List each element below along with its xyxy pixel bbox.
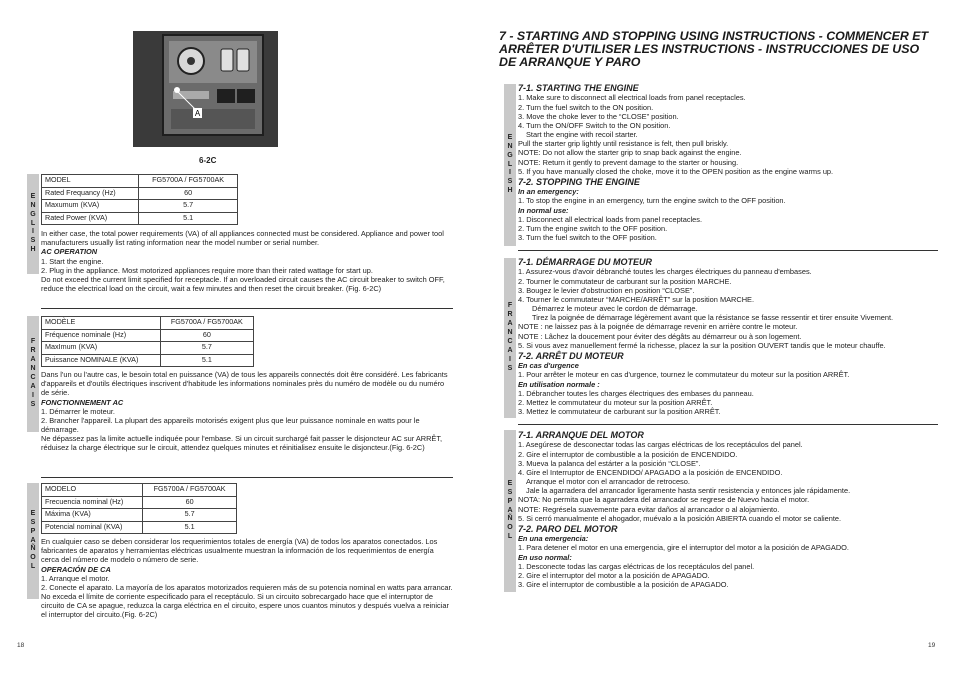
tab-francais: F R A N C A I S	[27, 316, 39, 432]
paragraph: No exceda el límite de corriente especificado para el receptáculo. Si un circuito sobrecargado hace que el interruptor de circuito de CA se apague, reduzca la carga eléctrica en el circuito, espere unos cuantos minutos y después vuelva a reiniciar el interruptor del circuito.(Fig. 6-2C)	[41, 592, 449, 620]
subheading: AC OPERATION	[41, 247, 98, 257]
list-item: 2. Gire el interruptor de combustible a la posición de ENCENDIDO.	[518, 449, 738, 459]
callout-a: A	[194, 109, 201, 118]
tab-english-right: E N G L I S H	[504, 84, 516, 246]
list-item: 3. Move the choke lever to the “CLOSE” position.	[518, 111, 679, 121]
english-instructions	[518, 82, 938, 242]
tab-espanol-right: E S P A Ñ O L	[504, 430, 516, 592]
table-row: Puissance NOMINALE (KVA) 5.1	[42, 354, 254, 367]
paragraph: In either case, the total power requirements (VA) of all appliances connected must be considered. Appliance and power tool manufacturers usually list rating information near the model number or serial number.	[41, 229, 444, 248]
divider	[518, 250, 938, 251]
spec-table-espanol	[41, 483, 237, 534]
table-row: Frecuencia nominal (Hz) 60	[42, 496, 237, 509]
table-row: MaxImum (KVA) 5.7	[42, 342, 254, 355]
section-heading: 7-1. DÉMARRAGE DU MOTEUR	[518, 257, 653, 267]
list-item: 5. Si vous avez manuellement fermé la richesse, placez la sur la position OUVERT tandis que le moteur chauffe.	[518, 340, 886, 350]
list-item: 2. Brancher l'appareil. La plupart des appareils motorisés exigent plus que leur puissance nominale en watts pour le démarrage.	[41, 415, 420, 435]
page-number-left: 18	[17, 642, 25, 649]
list-item: 3. Mettez le commutateur de carburant sur la position ARRÊT.	[518, 407, 721, 417]
table-row: Fréquence nominale (Hz) 60	[42, 329, 254, 342]
list-item: 1. Para detener el motor en una emergencia, gire el interruptor del motor a la posición de APAGADO.	[518, 543, 849, 553]
section-heading: 7-2. PARO DEL MOTOR	[518, 523, 618, 534]
list-item: 2. Conecte el aparato. La mayoría de los aparatos motorizados requieren más de su potencia nominal en watts para arrancar.	[41, 582, 453, 592]
page-number-right: 19	[928, 642, 936, 649]
list-item: 2. Tourner le commutateur de carburant sur la position MARCHE.	[518, 276, 732, 286]
list-item: 1. Start the engine.	[41, 256, 104, 266]
list-item: 3. Gire el interruptor de combustible a la posición de APAGADO.	[518, 580, 729, 590]
note: NOTE : Lâchez la doucement pour éviter des dégâts au démarreur ou à son logement.	[518, 331, 802, 341]
page-title: 7 - STARTING AND STOPPING USING INSTRUCTIONS - COMMENCER ET ARRÊTER D'UTILISER LES INSTRUCTIONS - INSTRUCCIONES DE USO DE ARRANQUE Y PARO	[499, 29, 929, 69]
spec-table-english	[41, 174, 238, 225]
list-item: 1. Asegúrese de desconectar todas las cargas eléctricas de los receptáculos del panel.	[518, 440, 803, 450]
subheading: En uso normal:	[518, 552, 572, 562]
list-item: 1. To stop the engine in an emergency, turn the engine switch to the OFF position.	[518, 196, 786, 206]
list-item: 1. Assurez-vous d'avoir débranché toutes les charges électriques du panneau d'embases.	[518, 267, 812, 277]
english-body	[41, 229, 453, 293]
note: NOTE: Return it gently to prevent damage to the starter or housing.	[518, 157, 739, 167]
tab-english: E N G L I S H	[27, 174, 39, 274]
subheading: En utilisation normale :	[518, 379, 600, 389]
list-item: 3. Mueva la palanca del estárter a la posición “CLOSE”.	[518, 458, 701, 468]
note: NOTE: Regrésela suavemente para evitar daños al arrancador o al alojamiento.	[518, 504, 780, 514]
list-item: Start the engine with recoil starter.	[526, 130, 638, 140]
list-item: 1. Disconnect all electrical loads from panel receptacles.	[518, 214, 703, 224]
table-row: MODÈLE FG5700A / FG5700AK	[42, 317, 254, 330]
subheading: In normal use:	[518, 205, 569, 215]
list-item: 5. If you have manually closed the choke, move it to the OPEN position as the engine warms up.	[518, 166, 834, 176]
espanol-body	[41, 537, 453, 620]
paragraph: En cualquier caso se deben considerar los requerimientos totales de energía (VA) de todos los aparatos conectados. Los fabricantes de aparatos y herramientas eléctricas usualmente muestran la información de los requerimientos de energía cerca del número de modelo o número de serie.	[41, 537, 438, 565]
list-item: Pull the starter grip lightly until resistance is felt, then pull briskly.	[518, 139, 729, 149]
section-heading: 7-2. ARRÊT DU MOTEUR	[518, 350, 624, 361]
spec-table-francais	[41, 316, 254, 367]
list-item: 1. Desconecte todas las cargas eléctricas de los receptáculos del panel.	[518, 561, 755, 571]
list-item: Tirez la poignée de démarrage légèrement avant que la résistance se fasse ressentir et tirer ensuite Vivement.	[532, 313, 894, 323]
list-item: 1. Démarrer le moteur.	[41, 406, 115, 416]
list-item: 2. Turn the fuel switch to the ON position.	[518, 102, 654, 112]
list-item: Jale la agarradera del arrancador ligeramente hasta sentir resistencia y entonces jale rápidamente.	[526, 486, 851, 496]
list-item: 4. Tourner le commutateur “MARCHE/ARRÊT” sur la position MARCHE.	[518, 294, 755, 304]
list-item: 5. Si cerró manualmente el ahogador, muévalo a la posición ABIERTA cuando el motor se caliente.	[518, 513, 842, 523]
tab-francais-right: F R A N C A I S	[504, 258, 516, 418]
francais-instructions	[518, 256, 938, 416]
subheading: FONCTIONNEMENT AC	[41, 397, 124, 407]
figure-caption: 6-2C	[199, 156, 217, 165]
list-item: 3. Bougez le levier d'obstruction en position “CLOSE”.	[518, 285, 695, 295]
subheading: OPERACIÓN DE CA	[41, 564, 111, 574]
subheading: In an emergency:	[518, 187, 579, 197]
list-item: Démarrez le moteur avec le cordon de démarrage.	[532, 304, 698, 314]
table-row: Rated Power (KVA) 5.1	[42, 212, 238, 225]
list-item: 4. Turn the ON/OFF Switch to the ON position.	[518, 120, 671, 130]
section-heading: 7-1. STARTING THE ENGINE	[518, 83, 639, 93]
francais-body	[41, 370, 453, 453]
subheading: En cas d'urgence	[518, 361, 579, 371]
list-item: 1. Débrancher toutes les charges électriques des embases du panneau.	[518, 388, 754, 398]
subheading: En una emergencia:	[518, 534, 589, 544]
note: NOTE : ne laissez pas à la poignée de démarrage revenir en arrière contre le moteur.	[518, 322, 798, 332]
list-item: 1. Make sure to disconnect all electrical loads from panel receptacles.	[518, 93, 746, 103]
list-item: 2. Turn the engine switch to the OFF position.	[518, 223, 668, 233]
section-heading: 7-2. STOPPING THE ENGINE	[518, 176, 640, 187]
list-item: 4. Gire el Interruptor de ENCENDIDO/ APAGADO a la posición de ENCENDIDO.	[518, 467, 783, 477]
tab-espanol: E S P A Ñ O L	[27, 483, 39, 599]
table-row: Potencial nominal (KVA) 5.1	[42, 521, 237, 534]
generator-panel-photo	[133, 31, 278, 147]
divider	[518, 424, 938, 425]
table-row: Maxumum (KVA) 5.7	[42, 200, 238, 213]
paragraph: Do not exceed the current limit specified for receptacle. If an overloaded circuit causes the AC circuit breaker to switch OFF, reduce the electrical load on the circuit, wait a few minutes and then reset the circuit breaker. (Fig. 6-2C)	[41, 274, 445, 294]
table-row: Máxima (KVA) 5.7	[42, 509, 237, 522]
divider	[41, 477, 453, 478]
note: NOTE: Do not allow the starter grip to snap back against the engine.	[518, 148, 742, 158]
list-item: 1. Pour arrêter le moteur en cas d'urgence, tournez le commutateur du moteur sur la position ARRÊT.	[518, 370, 850, 380]
list-item: 2. Gire el interruptor del motor a la posición de APAGADO.	[518, 570, 710, 580]
list-item: 3. Turn the fuel switch to the OFF position.	[518, 233, 657, 243]
paragraph: Dans l'un ou l'autre cas, le besoin total en puissance (VA) de tous les appareils connectés doit être considéré. Les fabricants d'appareils et d'outils électriques inscrivent d'habitude les informations nominales près du numéro de modèle ou du numéro de série.	[41, 370, 448, 398]
list-item: Arranque el motor con el arrancador de retroceso.	[526, 477, 690, 487]
note: NOTA: No permita que la agarradera del arrancador se regrese de Nuevo hacia el motor.	[518, 495, 810, 505]
list-item: 2. Mettez le commutateur du moteur sur la position ARRÊT.	[518, 397, 713, 407]
table-row: MODEL FG5700A / FG5700AK	[42, 175, 238, 188]
paragraph: Ne dépassez pas la limite actuelle indiquée pour l'embase. Si un circuit surchargé fait passer le disjoncteur AC sur ARRÊT, réduisez la charge électrique sur le circuit, attendez quelques minutes et réinitialisez ensuite le disjoncteur.(Fig. 6-2C)	[41, 434, 443, 453]
list-item: 1. Arranque el motor.	[41, 573, 110, 583]
table-row: Rated Frequancy (Hz) 60	[42, 187, 238, 200]
espanol-instructions	[518, 429, 938, 589]
section-heading: 7-1. ARRANQUE DEL MOTOR	[518, 430, 644, 440]
divider	[41, 308, 453, 309]
table-row: MODELO FG5700A / FG5700AK	[42, 484, 237, 497]
list-item: 2. Plug in the appliance. Most motorized appliances require more than their rated wattage for start up.	[41, 265, 373, 275]
